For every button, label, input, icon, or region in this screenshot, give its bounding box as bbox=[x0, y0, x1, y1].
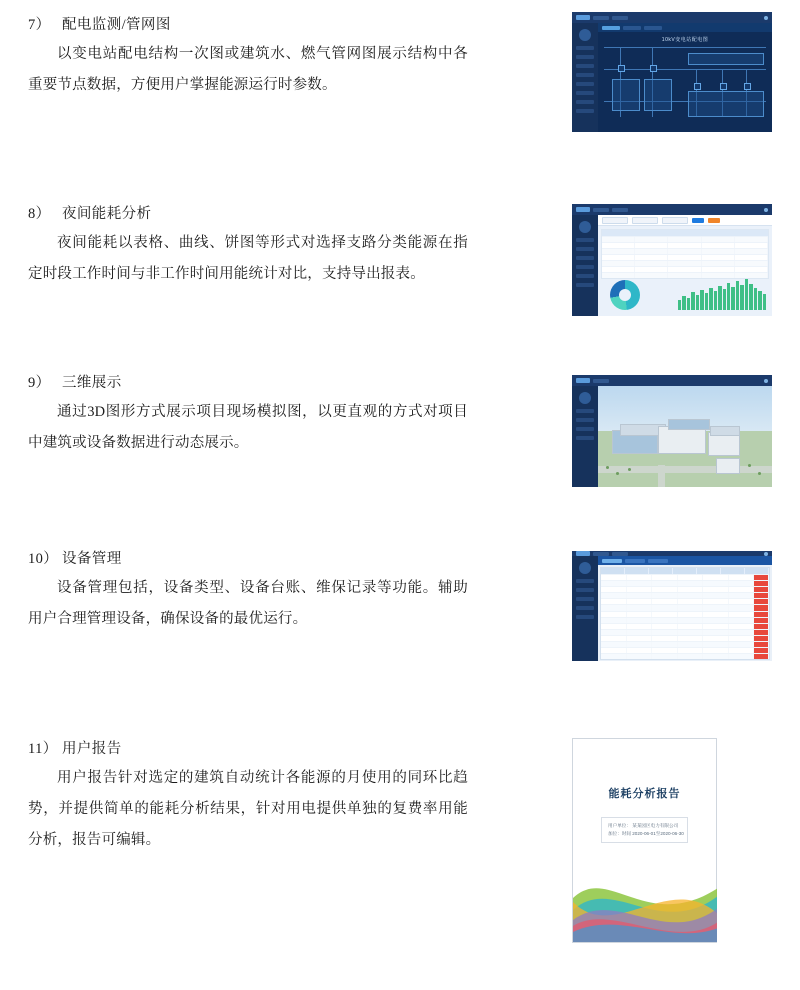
tab-maintenance-record[interactable] bbox=[648, 559, 668, 563]
table-row[interactable] bbox=[601, 586, 769, 592]
tab-one-line[interactable] bbox=[602, 26, 620, 30]
screenshot-device-management bbox=[572, 551, 772, 661]
user-avatar[interactable] bbox=[764, 16, 768, 20]
table-row[interactable] bbox=[601, 580, 769, 586]
table-row[interactable] bbox=[601, 574, 769, 580]
tab-parameters[interactable] bbox=[644, 26, 662, 30]
tab-device-ledger[interactable] bbox=[625, 559, 645, 563]
app-window-power bbox=[572, 12, 772, 132]
section-9 bbox=[28, 372, 468, 459]
table-row[interactable] bbox=[602, 236, 768, 242]
section-11-body: 用户报告针对选定的建筑自动统计各能源的月使用的同环比趋势，并提供简单的能耗分析结果，针对用电提供单独的复费率用能分析，报告可编辑。 bbox=[28, 770, 468, 848]
section-8-number: 8） bbox=[28, 206, 51, 222]
table-row[interactable] bbox=[602, 242, 768, 248]
sidebar-nav bbox=[572, 215, 598, 316]
table-row[interactable] bbox=[601, 604, 769, 610]
sidebar-nav bbox=[572, 386, 598, 487]
section-10 bbox=[28, 548, 468, 635]
section-8 bbox=[28, 203, 468, 290]
table-row[interactable] bbox=[602, 266, 768, 272]
sidebar-nav bbox=[572, 556, 598, 661]
sidebar-item[interactable] bbox=[576, 579, 594, 583]
app-logo bbox=[576, 207, 590, 212]
table-row[interactable] bbox=[601, 592, 769, 598]
status-badge bbox=[754, 599, 769, 604]
three-d-scene[interactable] bbox=[598, 386, 772, 487]
toolbar-item[interactable] bbox=[612, 16, 628, 20]
night-energy-content bbox=[598, 215, 772, 316]
table-header bbox=[601, 568, 769, 574]
table-row[interactable] bbox=[602, 254, 768, 260]
status-badge bbox=[754, 581, 769, 586]
sidebar-item[interactable] bbox=[576, 436, 594, 440]
building[interactable] bbox=[716, 458, 740, 474]
status-badge bbox=[754, 642, 769, 647]
status-badge bbox=[754, 587, 769, 592]
screenshot-3d-view bbox=[572, 375, 772, 487]
app-window-3d bbox=[572, 375, 772, 487]
section-7-heading: 配电监测/管网图 bbox=[62, 17, 171, 33]
sidebar-item[interactable] bbox=[576, 409, 594, 413]
screenshot-power-diagram bbox=[572, 12, 772, 132]
status-badge bbox=[754, 618, 769, 623]
table-row[interactable] bbox=[602, 248, 768, 254]
sidebar-item[interactable] bbox=[576, 283, 594, 287]
diagram-tabs bbox=[598, 23, 772, 32]
report-meta-box bbox=[601, 817, 688, 843]
section-11 bbox=[28, 738, 468, 856]
app-logo bbox=[576, 378, 590, 383]
report-title: 能耗分析报告 bbox=[608, 788, 681, 800]
sidebar-item[interactable] bbox=[576, 46, 594, 50]
status-badge bbox=[754, 612, 769, 617]
user-avatar[interactable] bbox=[764, 552, 768, 556]
status-badge bbox=[754, 636, 769, 641]
status-badge bbox=[754, 593, 769, 598]
sidebar-item[interactable] bbox=[576, 597, 594, 601]
sidebar-item[interactable] bbox=[576, 606, 594, 610]
sidebar-item[interactable] bbox=[576, 109, 594, 113]
sidebar-item[interactable] bbox=[576, 427, 594, 431]
toolbar-item[interactable] bbox=[593, 208, 609, 212]
sidebar-nav bbox=[572, 23, 598, 132]
status-badge bbox=[754, 575, 769, 580]
branch-select[interactable] bbox=[632, 217, 658, 224]
section-11-number: 11） bbox=[28, 741, 58, 757]
app-titlebar bbox=[572, 204, 772, 215]
app-window-night-energy bbox=[572, 204, 772, 316]
toolbar-item[interactable] bbox=[593, 552, 609, 556]
tab-device-type[interactable] bbox=[602, 559, 622, 563]
toolbar-item[interactable] bbox=[612, 552, 628, 556]
table-row[interactable] bbox=[601, 598, 769, 604]
road bbox=[658, 465, 665, 487]
filter-toolbar bbox=[598, 215, 772, 226]
sidebar-logo-icon bbox=[579, 221, 591, 233]
app-titlebar bbox=[572, 12, 772, 23]
section-10-heading: 设备管理 bbox=[62, 551, 122, 567]
section-7 bbox=[28, 14, 468, 101]
section-9-number: 9） bbox=[28, 375, 51, 391]
section-7-title bbox=[28, 14, 468, 36]
sidebar-item[interactable] bbox=[576, 274, 594, 278]
section-7-number: 7） bbox=[28, 17, 51, 33]
section-8-body: 夜间能耗以表格、曲线、饼图等形式对选择支路分类能源在指定时段工作时间与非工作时间用能统计对比，支持导出报表。 bbox=[28, 235, 468, 282]
wave-decoration-icon bbox=[573, 852, 717, 942]
query-button[interactable] bbox=[692, 218, 704, 223]
energy-type-select[interactable] bbox=[662, 217, 688, 224]
section-8-heading: 夜间能耗分析 bbox=[62, 206, 152, 222]
status-badge bbox=[754, 654, 769, 659]
device-tabs bbox=[598, 556, 772, 565]
status-badge bbox=[754, 630, 769, 635]
toolbar-item[interactable] bbox=[612, 208, 628, 212]
table-row[interactable] bbox=[601, 647, 769, 653]
sidebar-item[interactable] bbox=[576, 91, 594, 95]
section-10-number: 10） bbox=[28, 551, 59, 567]
table-row[interactable] bbox=[601, 629, 769, 635]
sidebar-logo-icon bbox=[579, 392, 591, 404]
night-energy-table bbox=[601, 229, 769, 279]
building-roof bbox=[668, 419, 710, 430]
section-9-title bbox=[28, 372, 468, 394]
app-window-device bbox=[572, 551, 772, 661]
user-avatar[interactable] bbox=[764, 208, 768, 212]
sidebar-logo-icon bbox=[579, 562, 591, 574]
table-row[interactable] bbox=[601, 617, 769, 623]
table-row[interactable] bbox=[601, 623, 769, 629]
section-11-heading: 用户报告 bbox=[62, 741, 122, 757]
road bbox=[598, 466, 772, 473]
sidebar-item[interactable] bbox=[576, 73, 594, 77]
tab-pipe-network[interactable] bbox=[623, 26, 641, 30]
sidebar-item[interactable] bbox=[576, 256, 594, 260]
export-button[interactable] bbox=[708, 218, 720, 223]
sidebar-item[interactable] bbox=[576, 82, 594, 86]
table-row[interactable] bbox=[601, 653, 769, 659]
diagram-canvas bbox=[598, 23, 772, 132]
table-row[interactable] bbox=[601, 641, 769, 647]
screenshot-night-energy bbox=[572, 204, 772, 316]
device-content bbox=[598, 556, 772, 661]
sidebar-item[interactable] bbox=[576, 100, 594, 104]
status-badge bbox=[754, 648, 769, 653]
section-10-body: 设备管理包括，设备类型、设备台账、维保记录等功能。辅助用户合理管理设备，确保设备的最优运行。 bbox=[28, 580, 468, 627]
section-9-heading: 三维展示 bbox=[62, 375, 122, 391]
section-8-title bbox=[28, 203, 468, 225]
user-avatar[interactable] bbox=[764, 379, 768, 383]
report-cover-page bbox=[572, 738, 717, 943]
sidebar-item[interactable] bbox=[576, 55, 594, 59]
table-row[interactable] bbox=[602, 260, 768, 266]
sidebar-item[interactable] bbox=[576, 588, 594, 592]
report-meta-row: 加位：时间 2020-06-01至2020-06-30 bbox=[608, 831, 684, 836]
status-badge bbox=[754, 624, 769, 629]
app-logo bbox=[576, 15, 590, 20]
section-9-body: 通过3D图形方式展示项目现场模拟图，以更直观的方式对项目中建筑或设备数据进行动态展示。 bbox=[28, 404, 468, 451]
status-badge bbox=[754, 605, 769, 610]
building-roof bbox=[710, 426, 740, 436]
table-row[interactable] bbox=[601, 635, 769, 641]
sidebar-item[interactable] bbox=[576, 64, 594, 68]
building[interactable] bbox=[658, 426, 706, 454]
diagram-title: 10kV变电站配电图 bbox=[661, 37, 709, 43]
toolbar-item[interactable] bbox=[593, 379, 609, 383]
one-line-diagram bbox=[604, 39, 766, 126]
sidebar-logo-icon bbox=[579, 29, 591, 41]
sidebar-item[interactable] bbox=[576, 418, 594, 422]
section-7-body: 以变电站配电结构一次图或建筑水、燃气管网图展示结构中各重要节点数据，方便用户掌握能源运行时参数。 bbox=[28, 46, 468, 93]
report-meta-row: 用户单位： 某某园区电力有限公司 bbox=[608, 823, 679, 828]
device-table bbox=[600, 567, 770, 660]
sidebar-item[interactable] bbox=[576, 265, 594, 269]
sidebar-item[interactable] bbox=[576, 615, 594, 619]
section-10-title bbox=[28, 548, 468, 570]
pie-chart bbox=[610, 280, 640, 310]
bar-chart bbox=[678, 278, 766, 310]
section-11-title bbox=[28, 738, 468, 760]
toolbar-item[interactable] bbox=[593, 16, 609, 20]
sidebar-item[interactable] bbox=[576, 247, 594, 251]
sidebar-item[interactable] bbox=[576, 238, 594, 242]
date-range-field[interactable] bbox=[602, 217, 628, 224]
screenshot-report-cover bbox=[572, 738, 717, 943]
app-titlebar bbox=[572, 375, 772, 386]
table-row[interactable] bbox=[601, 611, 769, 617]
